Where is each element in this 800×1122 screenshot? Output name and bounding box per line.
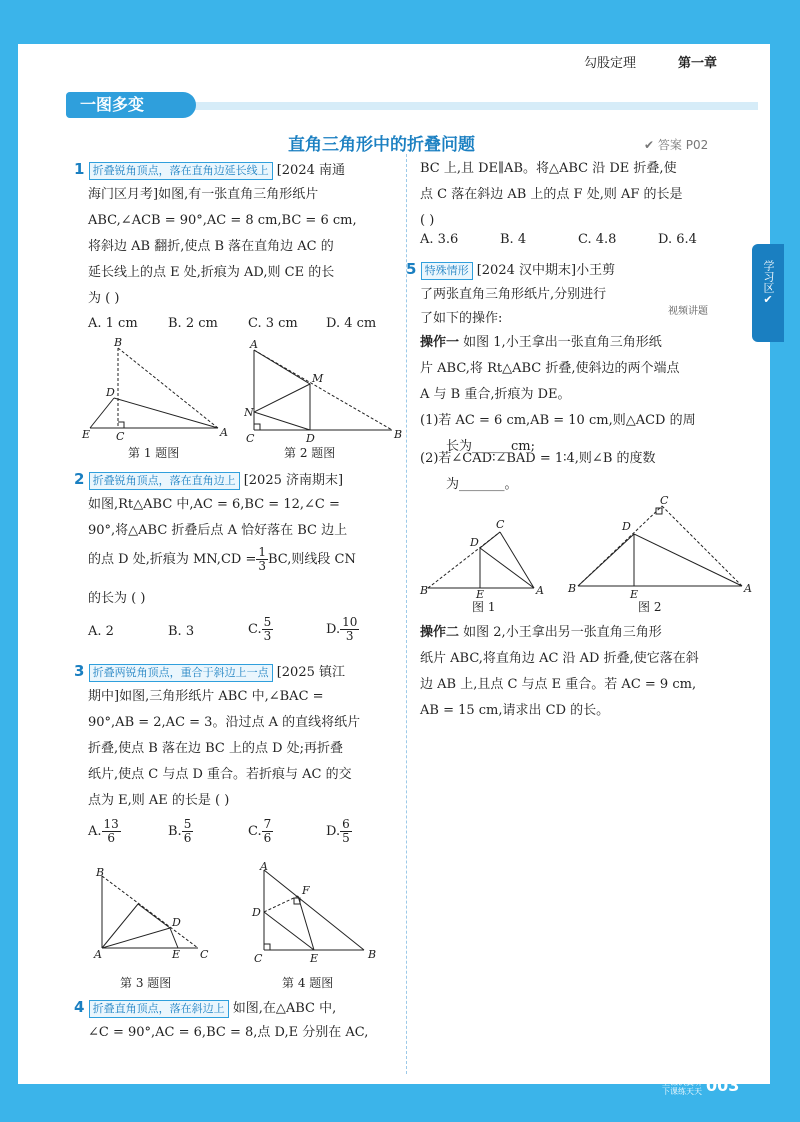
q2-line-1: 如图,Rt△ABC 中,AC = 6,BC = 12,∠C = — [88, 497, 340, 512]
svg-text:B: B — [420, 584, 429, 597]
svg-text:B: B — [394, 428, 403, 441]
svg-text:A: A — [220, 426, 228, 439]
svg-text:C: C — [254, 952, 263, 965]
svg-text:D: D — [106, 386, 115, 399]
fraction-one-third: $\frac{1}{3}$ — [258, 545, 266, 573]
svg-text:E: E — [630, 588, 639, 598]
svg-text:B: B — [368, 948, 377, 961]
q5-op1-line-2: A 与 B 重合,折痕为 DE。 — [420, 387, 571, 402]
svg-text:A: A — [744, 582, 752, 595]
q1-tag: 折叠锐角顶点，落在直角边延长线上 — [89, 162, 273, 180]
q3-line-0: 3 折叠两锐角顶点，重合于斜边上一点 [2025 镇江 — [74, 662, 346, 680]
q2-option-a[interactable]: A. 2 — [88, 624, 114, 639]
q3-line-3: 折叠,使点 B 落在边 BC 上的点 D 处;再折叠 — [88, 741, 344, 756]
q1-line-1: 海门区月考]如图,有一张直角三角形纸片 — [88, 187, 319, 202]
svg-text:C: C — [200, 948, 209, 961]
banner-label: 一图多变 — [66, 92, 196, 118]
q4-line-0: 4 折叠直角顶点，落在斜边上 如图,在△ABC 中, — [74, 998, 337, 1016]
q4-line-1: ∠C = 90°,AC = 6,BC = 8,点 D,E 分别在 AC, — [88, 1025, 369, 1040]
q1-line-4: 延长线上的点 E 处,折痕为 AD,则 CE 的长 — [88, 265, 335, 280]
svg-text:A: A — [260, 860, 268, 873]
q5-op1-line-0: 操作一 如图 1,小王拿出一张直角三角形纸 — [420, 335, 662, 350]
q3-line-2: 90°,AB = 2,AC = 3。沿过点 A 的直线将纸片 — [88, 715, 361, 730]
q1-line-5: 为 ( ) — [88, 291, 120, 306]
svg-text:B: B — [114, 338, 123, 349]
q1-option-d[interactable]: D. 4 cm — [326, 316, 377, 331]
q5-sub1-line-1: 长为______cm; — [446, 439, 535, 454]
svg-text:D: D — [252, 906, 261, 919]
q2-tag: 折叠锐角顶点，落在直角边上 — [89, 472, 240, 490]
check-icon: ✔ — [644, 138, 655, 152]
q1-line-2: ABC,∠ACB = 90°,AC = 8 cm,BC = 6 cm, — [88, 213, 357, 228]
q3-option-d[interactable]: D. $\frac{6}{5}$ — [326, 817, 350, 845]
q5-sub1-line-0: (1)若 AC = 6 cm,AB = 10 cm,则△ACD 的周 — [420, 413, 696, 428]
svg-text:D: D — [172, 916, 181, 929]
q5-tag: 特殊情形 — [421, 262, 473, 280]
figure-1 — [78, 338, 238, 448]
video-lesson-icon[interactable]: 视频讲题 — [668, 306, 708, 317]
svg-text:M: M — [312, 372, 324, 385]
svg-text:A: A — [250, 340, 258, 351]
q1-line-3: 将斜边 AB 翻折,使点 B 落在直角边 AC 的 — [88, 239, 334, 254]
figure-4-caption: 第 4 题图 — [282, 976, 334, 990]
q3-option-a[interactable]: A. $\frac{13}{6}$ — [88, 817, 119, 845]
svg-text:E: E — [82, 428, 91, 441]
q1-option-c[interactable]: C. 3 cm — [248, 316, 298, 331]
q5-line-0: 5 特殊情形 [2024 汉中期末]小王剪 — [406, 260, 616, 278]
svg-text:E: E — [310, 952, 319, 965]
header-section: 勾股定理 — [584, 56, 637, 71]
q5-sub2-line-1: 为_______。 — [446, 477, 518, 492]
side-tab-study[interactable]: 学习区 ✔ — [752, 244, 784, 342]
figure-3 — [88, 866, 218, 966]
column-divider — [406, 154, 408, 1074]
svg-text:E: E — [476, 588, 485, 598]
q1-option-a[interactable]: A. 1 cm — [88, 316, 138, 331]
q2-line-0: 2 折叠锐角顶点，落在直角边上 [2025 济南期末] — [74, 470, 344, 488]
q2-option-d[interactable]: D. $\frac{10}{3}$ — [326, 615, 358, 643]
q3-line-4: 纸片,使点 C 与点 D 重合。若折痕与 AC 的交 — [88, 767, 352, 782]
q3-line-1: 期中]如图,三角形纸片 ABC 中,∠BAC = — [88, 689, 324, 704]
q2-line-3: 的点 D 处,折痕为 MN,CD = $\frac{1}{3}$ BC,则线段 CN — [88, 545, 356, 573]
svg-text:A: A — [94, 948, 102, 961]
svg-text:B: B — [568, 582, 577, 595]
svg-text:C: C — [496, 518, 505, 531]
q4-line-3: 点 C 落在斜边 AB 上的点 F 处,则 AF 的长是 — [420, 187, 683, 202]
banner-bar — [188, 102, 758, 110]
svg-text:C: C — [246, 432, 255, 445]
svg-text:B: B — [96, 866, 105, 879]
q4-line-2: BC 上,且 DE∥AB。将△ABC 沿 DE 折叠,使 — [420, 161, 677, 176]
q5-line-2: 了如下的操作: — [420, 311, 503, 326]
q5-op1-line-1: 片 ABC,将 Rt△ABC 折叠,使斜边的两个端点 — [420, 361, 680, 376]
figure-3-caption: 第 3 题图 — [120, 976, 172, 990]
q3-tag: 折叠两锐角顶点，重合于斜边上一点 — [89, 664, 273, 682]
q1-option-b[interactable]: B. 2 cm — [168, 316, 218, 331]
answer-reference: ✔ 答案 P02 — [644, 138, 709, 152]
q3-option-b[interactable]: B. $\frac{5}{6}$ — [168, 817, 192, 845]
footer-slogan: 上课认真听 下课练天天 — [662, 1078, 702, 1096]
svg-text:D: D — [470, 536, 479, 549]
svg-text:A: A — [536, 584, 544, 597]
svg-text:C: C — [660, 494, 669, 507]
q4-tag: 折叠直角顶点，落在斜边上 — [89, 1000, 229, 1018]
q5-line-1: 了两张直角三角形纸片,分别进行 — [420, 287, 607, 302]
figure-2 — [244, 340, 404, 450]
q4-option-a[interactable]: A. 3.6 — [420, 232, 459, 247]
q5-op2-line-0: 操作二 如图 2,小王拿出另一张直角三角形 — [420, 625, 662, 640]
figure-5-1 — [416, 514, 556, 598]
q5-op2-line-2: 边 AB 上,且点 C 与点 E 重合。若 AC = 9 cm, — [420, 677, 697, 692]
q1-line-0: 1 折叠锐角顶点，落在直角边延长线上 [2024 南通 — [74, 160, 346, 178]
q2-option-b[interactable]: B. 3 — [168, 624, 195, 639]
svg-text:D: D — [622, 520, 631, 533]
q3-line-5: 点为 E,则 AE 的长是 ( ) — [88, 793, 230, 808]
page-sheet — [18, 44, 770, 1084]
svg-text:D: D — [306, 432, 315, 445]
q3-option-c[interactable]: C. $\frac{7}{6}$ — [248, 817, 272, 845]
q5-op2-line-1: 纸片 ABC,将直角边 AC 沿 AD 折叠,使它落在斜 — [420, 651, 699, 666]
q4-option-c[interactable]: C. 4.8 — [578, 232, 617, 247]
q5-op2-line-3: AB = 15 cm,请求出 CD 的长。 — [420, 703, 610, 718]
header-chapter: 第一章 — [678, 56, 718, 71]
figure-2-caption: 第 2 题图 — [284, 446, 336, 460]
q5-sub2-line-0: (2)若∠CAD∶∠BAD = 1∶4,则∠B 的度数 — [420, 451, 656, 466]
figure-5-2-caption: 图 2 — [638, 600, 662, 614]
check-icon: ✔ — [763, 293, 773, 306]
svg-text:E: E — [172, 948, 181, 961]
q2-option-c[interactable]: C. $\frac{5}{3}$ — [248, 615, 272, 643]
svg-text:N: N — [244, 406, 254, 419]
figure-5-1-caption: 图 1 — [472, 600, 496, 614]
page-title: 直角三角形中的折叠问题 — [288, 135, 475, 155]
svg-text:F: F — [302, 884, 310, 897]
q4-option-d[interactable]: D. 6.4 — [658, 232, 697, 247]
figure-1-caption: 第 1 题图 — [128, 446, 180, 460]
svg-text:C: C — [116, 430, 125, 443]
q4-line-4: ( ) — [420, 213, 435, 228]
q2-line-2: 90°,将△ABC 折叠后点 A 恰好落在 BC 边上 — [88, 523, 348, 538]
figure-5-2 — [566, 494, 756, 598]
figure-4 — [246, 860, 386, 966]
page-number: 003 — [706, 1076, 740, 1095]
q2-line-5: 的长为 ( ) — [88, 591, 146, 606]
q4-option-b[interactable]: B. 4 — [500, 232, 527, 247]
